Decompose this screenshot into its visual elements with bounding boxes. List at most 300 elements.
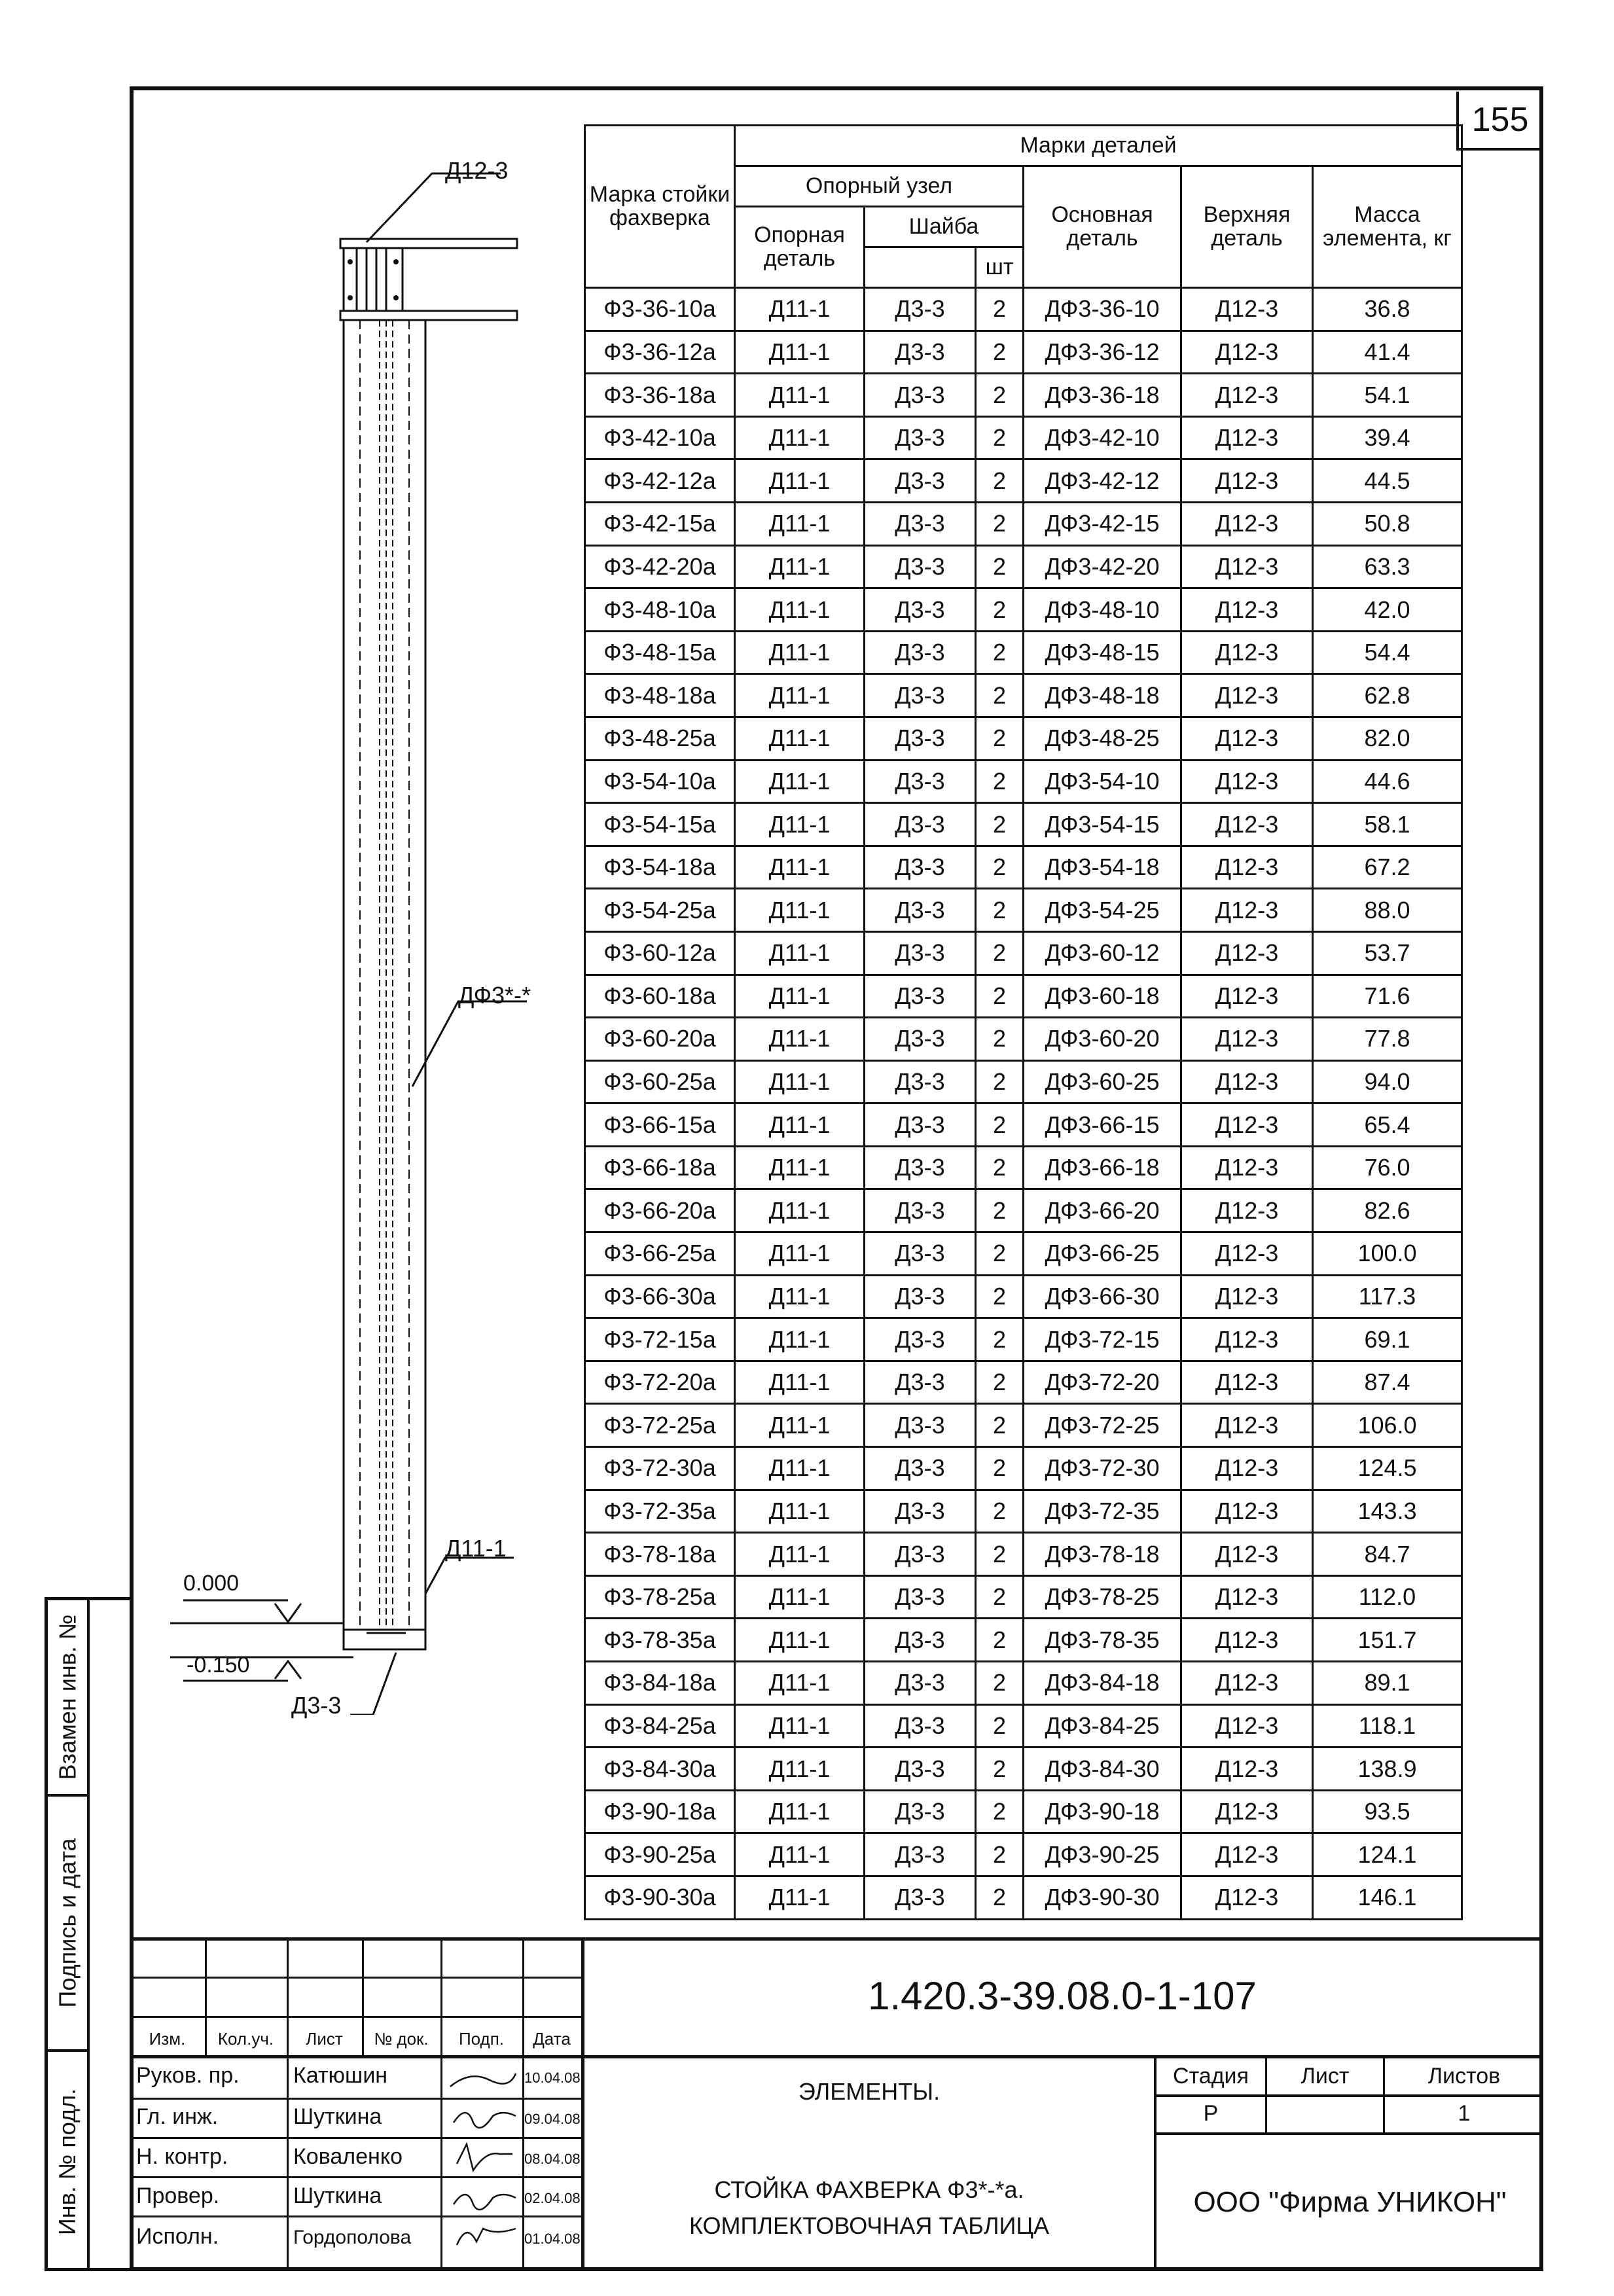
column-drawing — [157, 144, 583, 1715]
cell-washer-mark: Д3-3 — [865, 1704, 976, 1748]
cell-support-part: Д11-1 — [735, 416, 865, 459]
header-mass: Масса элемента, кг — [1313, 166, 1462, 288]
cell-mass: 124.1 — [1313, 1833, 1462, 1876]
cell-mark: Ф3-42-12а — [585, 459, 735, 503]
cell-top-part: Д12-3 — [1181, 760, 1313, 803]
cell-mark: Ф3-48-15а — [585, 631, 735, 674]
cell-mark: Ф3-78-18а — [585, 1533, 735, 1576]
cell-washer-pcs: 2 — [976, 803, 1024, 846]
cell-support-part: Д11-1 — [735, 1876, 865, 1919]
cell-support-part: Д11-1 — [735, 1833, 865, 1876]
table-row — [585, 1447, 1462, 1490]
cell-support-part: Д11-1 — [735, 1146, 865, 1189]
cell-support-part: Д11-1 — [735, 931, 865, 975]
cell-washer-mark: Д3-3 — [865, 1490, 976, 1533]
cell-top-part: Д12-3 — [1181, 1533, 1313, 1576]
cell-support-part: Д11-1 — [735, 331, 865, 374]
cell-washer-pcs: 2 — [976, 416, 1024, 459]
date-5: 01.04.08 — [524, 2231, 581, 2247]
cell-washer-mark: Д3-3 — [865, 717, 976, 760]
cell-main-part: ДФ3-42-20 — [1024, 545, 1181, 588]
cell-washer-mark: Д3-3 — [865, 846, 976, 889]
side-strip — [45, 1597, 131, 2271]
cell-washer-mark: Д3-3 — [865, 331, 976, 374]
table-row — [585, 1790, 1462, 1833]
cell-mass: 106.0 — [1313, 1404, 1462, 1447]
cell-mark: Ф3-36-10а — [585, 288, 735, 331]
cell-main-part: ДФ3-48-10 — [1024, 588, 1181, 632]
cell-mark: Ф3-54-18а — [585, 846, 735, 889]
cell-main-part: ДФ3-60-25 — [1024, 1060, 1181, 1103]
header-pcs: шт — [976, 247, 1024, 288]
signature-3 — [457, 2144, 512, 2170]
cell-washer-pcs: 2 — [976, 1833, 1024, 1876]
side-cell-replace — [48, 1600, 87, 1797]
table-row — [585, 1404, 1462, 1447]
side-label-inv-orig: Инв. № подл. — [54, 2088, 81, 2235]
table-row — [585, 803, 1462, 846]
cell-mark: Ф3-84-18а — [585, 1662, 735, 1705]
cell-washer-pcs: 2 — [976, 459, 1024, 503]
cell-mass: 84.7 — [1313, 1533, 1462, 1576]
cell-top-part: Д12-3 — [1181, 1018, 1313, 1061]
cell-mass: 63.3 — [1313, 545, 1462, 588]
cell-mark: Ф3-90-30а — [585, 1876, 735, 1919]
cell-main-part: ДФ3-66-25 — [1024, 1232, 1181, 1276]
header-top-part: Верхняя деталь — [1181, 166, 1313, 288]
cell-washer-pcs: 2 — [976, 1404, 1024, 1447]
cell-support-part: Д11-1 — [735, 717, 865, 760]
cell-mark: Ф3-66-25а — [585, 1232, 735, 1276]
table-row — [585, 1662, 1462, 1705]
cell-main-part: ДФ3-36-18 — [1024, 374, 1181, 417]
cell-mass: 58.1 — [1313, 803, 1462, 846]
side-strip-divider — [87, 1600, 90, 2268]
table-row — [585, 1361, 1462, 1404]
cell-top-part: Д12-3 — [1181, 931, 1313, 975]
cell-main-part: ДФ3-72-25 — [1024, 1404, 1181, 1447]
cell-main-part: ДФ3-36-12 — [1024, 331, 1181, 374]
name-4: Шуткина — [293, 2183, 382, 2208]
cell-mass: 36.8 — [1313, 288, 1462, 331]
cell-washer-pcs: 2 — [976, 1146, 1024, 1189]
header-washer: Шайба — [865, 207, 1024, 247]
table-row — [585, 502, 1462, 545]
cell-top-part: Д12-3 — [1181, 674, 1313, 717]
cell-mark: Ф3-54-25а — [585, 889, 735, 932]
cell-mass: 50.8 — [1313, 502, 1462, 545]
cell-top-part: Д12-3 — [1181, 975, 1313, 1018]
cell-washer-pcs: 2 — [976, 374, 1024, 417]
signatures — [444, 2060, 521, 2267]
cell-mark: Ф3-66-20а — [585, 1189, 735, 1232]
cell-washer-mark: Д3-3 — [865, 1790, 976, 1833]
table-row — [585, 1533, 1462, 1576]
cell-support-part: Д11-1 — [735, 1060, 865, 1103]
cell-washer-pcs: 2 — [976, 1533, 1024, 1576]
table-row — [585, 1748, 1462, 1791]
cell-washer-mark: Д3-3 — [865, 1876, 976, 1919]
table-row — [585, 931, 1462, 975]
side-label-sign-date: Подпись и дата — [54, 1838, 81, 2008]
cell-support-part: Д11-1 — [735, 1275, 865, 1318]
stage-label: Стадия — [1173, 2064, 1249, 2089]
cell-support-part: Д11-1 — [735, 674, 865, 717]
cell-washer-pcs: 2 — [976, 1575, 1024, 1619]
cell-main-part: ДФ3-90-25 — [1024, 1833, 1181, 1876]
cell-washer-mark: Д3-3 — [865, 374, 976, 417]
cell-main-part: ДФ3-60-12 — [1024, 931, 1181, 975]
title-block — [130, 1937, 1543, 2271]
cell-top-part: Д12-3 — [1181, 1575, 1313, 1619]
cell-support-part: Д11-1 — [735, 1189, 865, 1232]
cell-mark: Ф3-72-35а — [585, 1490, 735, 1533]
cell-mark: Ф3-36-12а — [585, 331, 735, 374]
cell-top-part: Д12-3 — [1181, 889, 1313, 932]
cell-mark: Ф3-36-18а — [585, 374, 735, 417]
cell-mass: 82.6 — [1313, 1189, 1462, 1232]
cell-mark: Ф3-90-25а — [585, 1833, 735, 1876]
level-zero: 0.000 — [183, 1571, 240, 1596]
cell-washer-mark: Д3-3 — [865, 1833, 976, 1876]
col-header-izm: Изм. — [149, 2029, 186, 2049]
cell-mass: 44.6 — [1313, 760, 1462, 803]
cell-main-part: ДФ3-66-20 — [1024, 1189, 1181, 1232]
cell-mark: Ф3-42-20а — [585, 545, 735, 588]
role-2: Гл. инж. — [136, 2104, 219, 2129]
table-row — [585, 1575, 1462, 1619]
cell-mark: Ф3-60-20а — [585, 1018, 735, 1061]
cell-support-part: Д11-1 — [735, 1490, 865, 1533]
cell-mark: Ф3-78-35а — [585, 1619, 735, 1662]
cell-top-part: Д12-3 — [1181, 1790, 1313, 1833]
cell-washer-mark: Д3-3 — [865, 588, 976, 632]
cell-washer-mark: Д3-3 — [865, 459, 976, 503]
cell-washer-mark: Д3-3 — [865, 631, 976, 674]
cell-washer-mark: Д3-3 — [865, 1748, 976, 1791]
cell-washer-mark: Д3-3 — [865, 1662, 976, 1705]
col-header-list: Лист — [306, 2029, 343, 2049]
cell-top-part: Д12-3 — [1181, 1060, 1313, 1103]
sheet-number: 155 — [1456, 92, 1541, 151]
cell-top-part: Д12-3 — [1181, 1490, 1313, 1533]
cell-mark: Ф3-72-20а — [585, 1361, 735, 1404]
cell-mark: Ф3-84-25а — [585, 1704, 735, 1748]
cell-mark: Ф3-84-30а — [585, 1748, 735, 1791]
header-mark: Марка стойки фахверка — [585, 126, 735, 288]
table-row — [585, 416, 1462, 459]
cell-mark: Ф3-72-25а — [585, 1404, 735, 1447]
cell-washer-pcs: 2 — [976, 717, 1024, 760]
top-detail-box — [344, 248, 403, 311]
leader-main — [412, 1001, 527, 1086]
cell-mass: 82.0 — [1313, 717, 1462, 760]
cell-main-part: ДФ3-48-18 — [1024, 674, 1181, 717]
cell-mass: 117.3 — [1313, 1275, 1462, 1318]
cell-mark: Ф3-42-15а — [585, 502, 735, 545]
cell-mass: 62.8 — [1313, 674, 1462, 717]
cell-support-part: Д11-1 — [735, 1103, 865, 1147]
cell-top-part: Д12-3 — [1181, 502, 1313, 545]
cell-washer-mark: Д3-3 — [865, 760, 976, 803]
cell-support-part: Д11-1 — [735, 803, 865, 846]
cell-mark: Ф3-60-25а — [585, 1060, 735, 1103]
cell-mark: Ф3-60-12а — [585, 931, 735, 975]
cell-washer-pcs: 2 — [976, 975, 1024, 1018]
cell-top-part: Д12-3 — [1181, 1146, 1313, 1189]
callout-main: ДФ3*-* — [458, 982, 531, 1009]
cell-top-part: Д12-3 — [1181, 803, 1313, 846]
leader-bottom — [425, 1558, 514, 1594]
cell-mass: 41.4 — [1313, 331, 1462, 374]
cell-mass: 42.0 — [1313, 588, 1462, 632]
cell-mark: Ф3-72-15а — [585, 1318, 735, 1361]
cell-washer-mark: Д3-3 — [865, 1018, 976, 1061]
cell-main-part: ДФ3-90-18 — [1024, 1790, 1181, 1833]
section-title: ЭЛЕМЕНТЫ. — [798, 2078, 941, 2105]
cell-main-part: ДФ3-72-35 — [1024, 1490, 1181, 1533]
date-2: 09.04.08 — [524, 2111, 581, 2127]
cell-washer-pcs: 2 — [976, 1790, 1024, 1833]
cell-top-part: Д12-3 — [1181, 1619, 1313, 1662]
cell-mass: 93.5 — [1313, 1790, 1462, 1833]
cell-mass: 39.4 — [1313, 416, 1462, 459]
cell-main-part: ДФ3-84-30 — [1024, 1748, 1181, 1791]
role-1: Руков. пр. — [136, 2063, 240, 2088]
signature-5 — [457, 2229, 516, 2245]
cell-support-part: Д11-1 — [735, 1748, 865, 1791]
cell-mass: 88.0 — [1313, 889, 1462, 932]
cell-washer-pcs: 2 — [976, 846, 1024, 889]
side-label-replace-inv: Взамен инв. № — [54, 1614, 81, 1780]
col-header-doc: № док. — [374, 2029, 429, 2049]
cell-main-part: ДФ3-36-10 — [1024, 288, 1181, 331]
cell-top-part: Д12-3 — [1181, 1275, 1313, 1318]
cell-washer-pcs: 2 — [976, 674, 1024, 717]
cell-main-part: ДФ3-54-15 — [1024, 803, 1181, 846]
cell-top-part: Д12-3 — [1181, 1748, 1313, 1791]
cell-top-part: Д12-3 — [1181, 1318, 1313, 1361]
cell-mass: 138.9 — [1313, 1748, 1462, 1791]
cell-washer-pcs: 2 — [976, 1189, 1024, 1232]
cell-mass: 44.5 — [1313, 459, 1462, 503]
table-row — [585, 889, 1462, 932]
table-row — [585, 459, 1462, 503]
date-1: 10.04.08 — [524, 2070, 581, 2086]
cell-top-part: Д12-3 — [1181, 1876, 1313, 1919]
cell-main-part: ДФ3-78-35 — [1024, 1619, 1181, 1662]
cell-support-part: Д11-1 — [735, 288, 865, 331]
header-washer-mark — [865, 247, 976, 288]
cell-support-part: Д11-1 — [735, 1575, 865, 1619]
cell-washer-pcs: 2 — [976, 1361, 1024, 1404]
cell-main-part: ДФ3-66-15 — [1024, 1103, 1181, 1147]
col-header-sign: Подп. — [458, 2029, 505, 2049]
cell-main-part: ДФ3-60-20 — [1024, 1018, 1181, 1061]
cell-support-part: Д11-1 — [735, 1447, 865, 1490]
cell-support-part: Д11-1 — [735, 1619, 865, 1662]
table-row — [585, 374, 1462, 417]
cell-washer-pcs: 2 — [976, 1318, 1024, 1361]
sheet-label: Лист — [1300, 2064, 1350, 2089]
cell-mass: 69.1 — [1313, 1318, 1462, 1361]
cell-washer-mark: Д3-3 — [865, 1575, 976, 1619]
cell-support-part: Д11-1 — [735, 1018, 865, 1061]
cell-washer-pcs: 2 — [976, 931, 1024, 975]
table-row — [585, 1103, 1462, 1147]
signature-4 — [454, 2195, 516, 2210]
cell-washer-mark: Д3-3 — [865, 1189, 976, 1232]
cell-washer-mark: Д3-3 — [865, 1232, 976, 1276]
name-5: Гордополова — [293, 2227, 412, 2248]
callout-washer: Д3-3 — [291, 1692, 342, 1719]
table-row — [585, 588, 1462, 632]
cell-washer-pcs: 2 — [976, 502, 1024, 545]
cell-support-part: Д11-1 — [735, 459, 865, 503]
cell-main-part: ДФ3-54-10 — [1024, 760, 1181, 803]
cell-washer-pcs: 2 — [976, 760, 1024, 803]
table-row — [585, 1833, 1462, 1876]
cell-mass: 151.7 — [1313, 1619, 1462, 1662]
cell-washer-pcs: 2 — [976, 1275, 1024, 1318]
cell-support-part: Д11-1 — [735, 545, 865, 588]
table-row — [585, 288, 1462, 331]
cell-washer-pcs: 2 — [976, 1447, 1024, 1490]
cell-mark: Ф3-78-25а — [585, 1575, 735, 1619]
cell-washer-pcs: 2 — [976, 545, 1024, 588]
role-4: Провер. — [136, 2183, 220, 2208]
header-main-part: Основная деталь — [1024, 166, 1181, 288]
cell-support-part: Д11-1 — [735, 588, 865, 632]
cell-main-part: ДФ3-54-18 — [1024, 846, 1181, 889]
table-row — [585, 1189, 1462, 1232]
cell-main-part: ДФ3-42-12 — [1024, 459, 1181, 503]
table-row — [585, 717, 1462, 760]
level-minus: -0.150 — [187, 1653, 250, 1677]
cell-washer-pcs: 2 — [976, 331, 1024, 374]
name-3: Коваленко — [293, 2144, 403, 2169]
cell-main-part: ДФ3-66-18 — [1024, 1146, 1181, 1189]
cell-mark: Ф3-48-25а — [585, 717, 735, 760]
cell-washer-mark: Д3-3 — [865, 1533, 976, 1576]
cell-washer-pcs: 2 — [976, 588, 1024, 632]
table-row — [585, 1275, 1462, 1318]
cell-mark: Ф3-66-15а — [585, 1103, 735, 1147]
signature-1 — [450, 2073, 516, 2087]
cell-main-part: ДФ3-66-30 — [1024, 1275, 1181, 1318]
cell-washer-mark: Д3-3 — [865, 975, 976, 1018]
side-cell-sign — [48, 1797, 87, 2052]
table-row — [585, 846, 1462, 889]
table-row — [585, 760, 1462, 803]
cell-main-part: ДФ3-72-20 — [1024, 1361, 1181, 1404]
table-row — [585, 1232, 1462, 1276]
name-2: Шуткина — [293, 2104, 382, 2129]
cell-washer-pcs: 2 — [976, 1490, 1024, 1533]
cell-top-part: Д12-3 — [1181, 846, 1313, 889]
col-header-kolich: Кол.уч. — [217, 2029, 274, 2049]
cell-top-part: Д12-3 — [1181, 588, 1313, 632]
cell-mass: 71.6 — [1313, 975, 1462, 1018]
sheet-title-1: СТОЙКА ФАХВЕРКА Ф3*-*а. — [714, 2176, 1024, 2203]
cell-support-part: Д11-1 — [735, 1232, 865, 1276]
cell-support-part: Д11-1 — [735, 846, 865, 889]
cell-mark: Ф3-66-18а — [585, 1146, 735, 1189]
cell-top-part: Д12-3 — [1181, 1833, 1313, 1876]
table-row — [585, 1146, 1462, 1189]
cell-washer-pcs: 2 — [976, 1103, 1024, 1147]
cell-washer-mark: Д3-3 — [865, 1318, 976, 1361]
cell-support-part: Д11-1 — [735, 975, 865, 1018]
company-name: ООО "Фирма УНИКОН" — [1193, 2186, 1507, 2218]
cell-mass: 87.4 — [1313, 1361, 1462, 1404]
cell-main-part: ДФ3-72-30 — [1024, 1447, 1181, 1490]
cell-main-part: ДФ3-60-18 — [1024, 975, 1181, 1018]
cell-washer-pcs: 2 — [976, 1018, 1024, 1061]
cell-mass: 112.0 — [1313, 1575, 1462, 1619]
table-row — [585, 1619, 1462, 1662]
cell-washer-mark: Д3-3 — [865, 1361, 976, 1404]
col-header-date: Дата — [533, 2029, 571, 2049]
cell-mark: Ф3-48-10а — [585, 588, 735, 632]
stage-value: Р — [1203, 2101, 1219, 2126]
cell-washer-pcs: 2 — [976, 1748, 1024, 1791]
cell-main-part: ДФ3-54-25 — [1024, 889, 1181, 932]
cell-main-part: ДФ3-42-15 — [1024, 502, 1181, 545]
cell-top-part: Д12-3 — [1181, 416, 1313, 459]
header-support-part: Опорная деталь — [735, 207, 865, 288]
cell-washer-mark: Д3-3 — [865, 1619, 976, 1662]
cell-top-part: Д12-3 — [1181, 1447, 1313, 1490]
cell-mass: 118.1 — [1313, 1704, 1462, 1748]
cell-mark: Ф3-60-18а — [585, 975, 735, 1018]
side-cell-inv — [48, 2052, 87, 2271]
table-row — [585, 1490, 1462, 1533]
cell-washer-mark: Д3-3 — [865, 1275, 976, 1318]
cell-support-part: Д11-1 — [735, 1404, 865, 1447]
cell-support-part: Д11-1 — [735, 502, 865, 545]
cell-top-part: Д12-3 — [1181, 1662, 1313, 1705]
cell-mass: 143.3 — [1313, 1490, 1462, 1533]
cell-washer-mark: Д3-3 — [865, 502, 976, 545]
cell-mark: Ф3-72-30а — [585, 1447, 735, 1490]
cell-mass: 100.0 — [1313, 1232, 1462, 1276]
cell-main-part: ДФ3-48-25 — [1024, 717, 1181, 760]
cell-main-part: ДФ3-42-10 — [1024, 416, 1181, 459]
cell-washer-mark: Д3-3 — [865, 1060, 976, 1103]
role-3: Н. контр. — [136, 2144, 228, 2169]
cell-main-part: ДФ3-84-18 — [1024, 1662, 1181, 1705]
name-1: Катюшин — [293, 2063, 388, 2088]
callout-bottom: Д11-1 — [445, 1535, 507, 1562]
doc-code: 1.420.3-39.08.0-1-107 — [868, 1974, 1257, 2018]
cell-mass: 94.0 — [1313, 1060, 1462, 1103]
cell-mark: Ф3-54-15а — [585, 803, 735, 846]
cell-washer-mark: Д3-3 — [865, 416, 976, 459]
cell-mark: Ф3-66-30а — [585, 1275, 735, 1318]
cell-support-part: Д11-1 — [735, 1361, 865, 1404]
cell-top-part: Д12-3 — [1181, 631, 1313, 674]
cell-top-part: Д12-3 — [1181, 1103, 1313, 1147]
cell-mass: 53.7 — [1313, 931, 1462, 975]
table-row — [585, 1704, 1462, 1748]
cell-support-part: Д11-1 — [735, 631, 865, 674]
cell-washer-pcs: 2 — [976, 889, 1024, 932]
cell-mass: 124.5 — [1313, 1447, 1462, 1490]
cell-top-part: Д12-3 — [1181, 1232, 1313, 1276]
table-row — [585, 545, 1462, 588]
cell-support-part: Д11-1 — [735, 1790, 865, 1833]
